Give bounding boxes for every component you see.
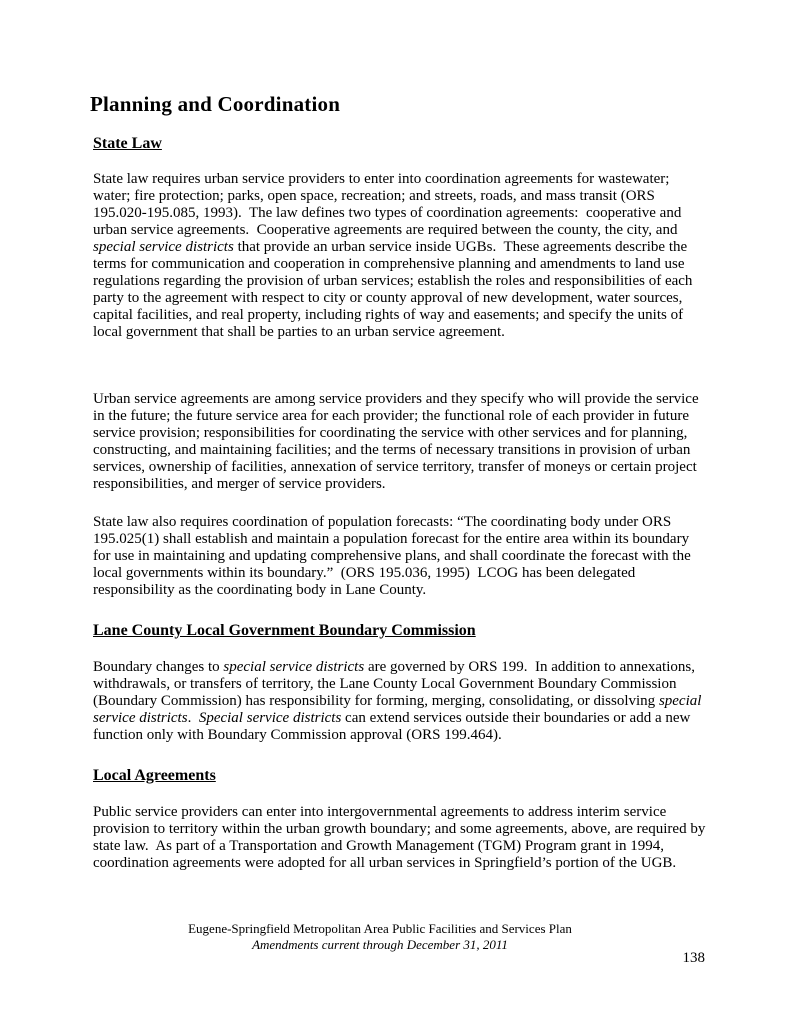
paragraph-state-law-1 — [93, 171, 709, 341]
text-run-italic: special service districts — [93, 239, 234, 255]
paragraph-state-law-2: Urban service agreements are among service providers and they specify who will provide the service in the future; the future service area for each provider; the functional role of each provider in future service provision; responsibilities for coordinating the service with other services and for planning, constructing, and maintaining facilities; and the terms of necessary transitions in provision of urban services, ownership of facilities, annexation of service territory, transfer of moneys or certain project responsibilities, and merger of service providers. — [93, 391, 703, 492]
text-run: State law requires urban service providers to enter into coordination agreements for wastewater; water; fire protection; parks, open space, recreation; and streets, roads, and mass transit (ORS 195.020-195.085, 1993). The law defines two types of coordination agreements: cooperative and urban service agreements. Cooperative agreements are required between the county, the city, and — [93, 171, 686, 238]
page-footer — [20, 921, 740, 953]
text-run: that provide an urban service inside UGBs. These agreements describe the terms for communication and cooperation in comprehensive planning and amendments to land use regulations regarding the provision of urban services; establish the roles and responsibilities of each party to the agreement with respect to city or county approval of new development, water sources, capital facilities, and real property, including rights of way and easements; and specify the units of local government that shall be parties to an urban service agreement. — [93, 239, 697, 340]
paragraph-state-law-3: State law also requires coordination of population forecasts: “The coordinating body under ORS 195.025(1) shall establish and maintain a population forecast for the entire area within its boundary for use in maintaining and updating comprehensive plans, and shall coordinate the forecast with the local governments within its boundary.” (ORS 195.036, 1995) LCOG has been delegated responsibility as the coordinating body in Lane County. — [93, 514, 695, 598]
page-number: 138 — [682, 950, 705, 966]
text-run: . — [187, 710, 199, 726]
section-heading-boundary-commission: Lane County Local Government Boundary Commission — [93, 622, 476, 639]
text-run: are governed by ORS 199. In addition to annexations, withdrawals, or transfers of territory, the Lane County Local Government Boundary Commission (Boundary Commission) has responsibility for forming, merging, consolidating, or dissolving — [93, 659, 699, 709]
section-heading-state-law: State Law — [93, 135, 162, 152]
footer-plan-title: Eugene-Springfield Metropolitan Area Public Facilities and Services Plan — [188, 921, 572, 936]
text-run: Boundary changes to — [93, 659, 224, 675]
section-heading-local-agreements: Local Agreements — [93, 767, 216, 784]
paragraph-boundary-commission — [93, 659, 709, 744]
footer-amendments-note: Amendments current through December 31, 2011 — [252, 937, 508, 952]
text-run-italic: Special service districts — [198, 710, 342, 726]
text-run-italic: special service districts — [223, 659, 365, 675]
text-run: can extend services outside their boundaries or add a new function only with Boundary Commission approval (ORS 199.464). — [93, 710, 695, 743]
paragraph-local-agreements: Public service providers can enter into intergovernmental agreements to address interim service provision to territory within the urban growth boundary; and some agreements, above, are required by state law. As part of a Transportation and Growth Management (TGM) Program grant in 1994, coordination agreements were adopted for all urban services in Springfield’s portion of the UGB. — [93, 804, 710, 871]
page-title: Planning and Coordination — [90, 92, 341, 116]
text-run-italic: special service districts — [93, 693, 706, 726]
